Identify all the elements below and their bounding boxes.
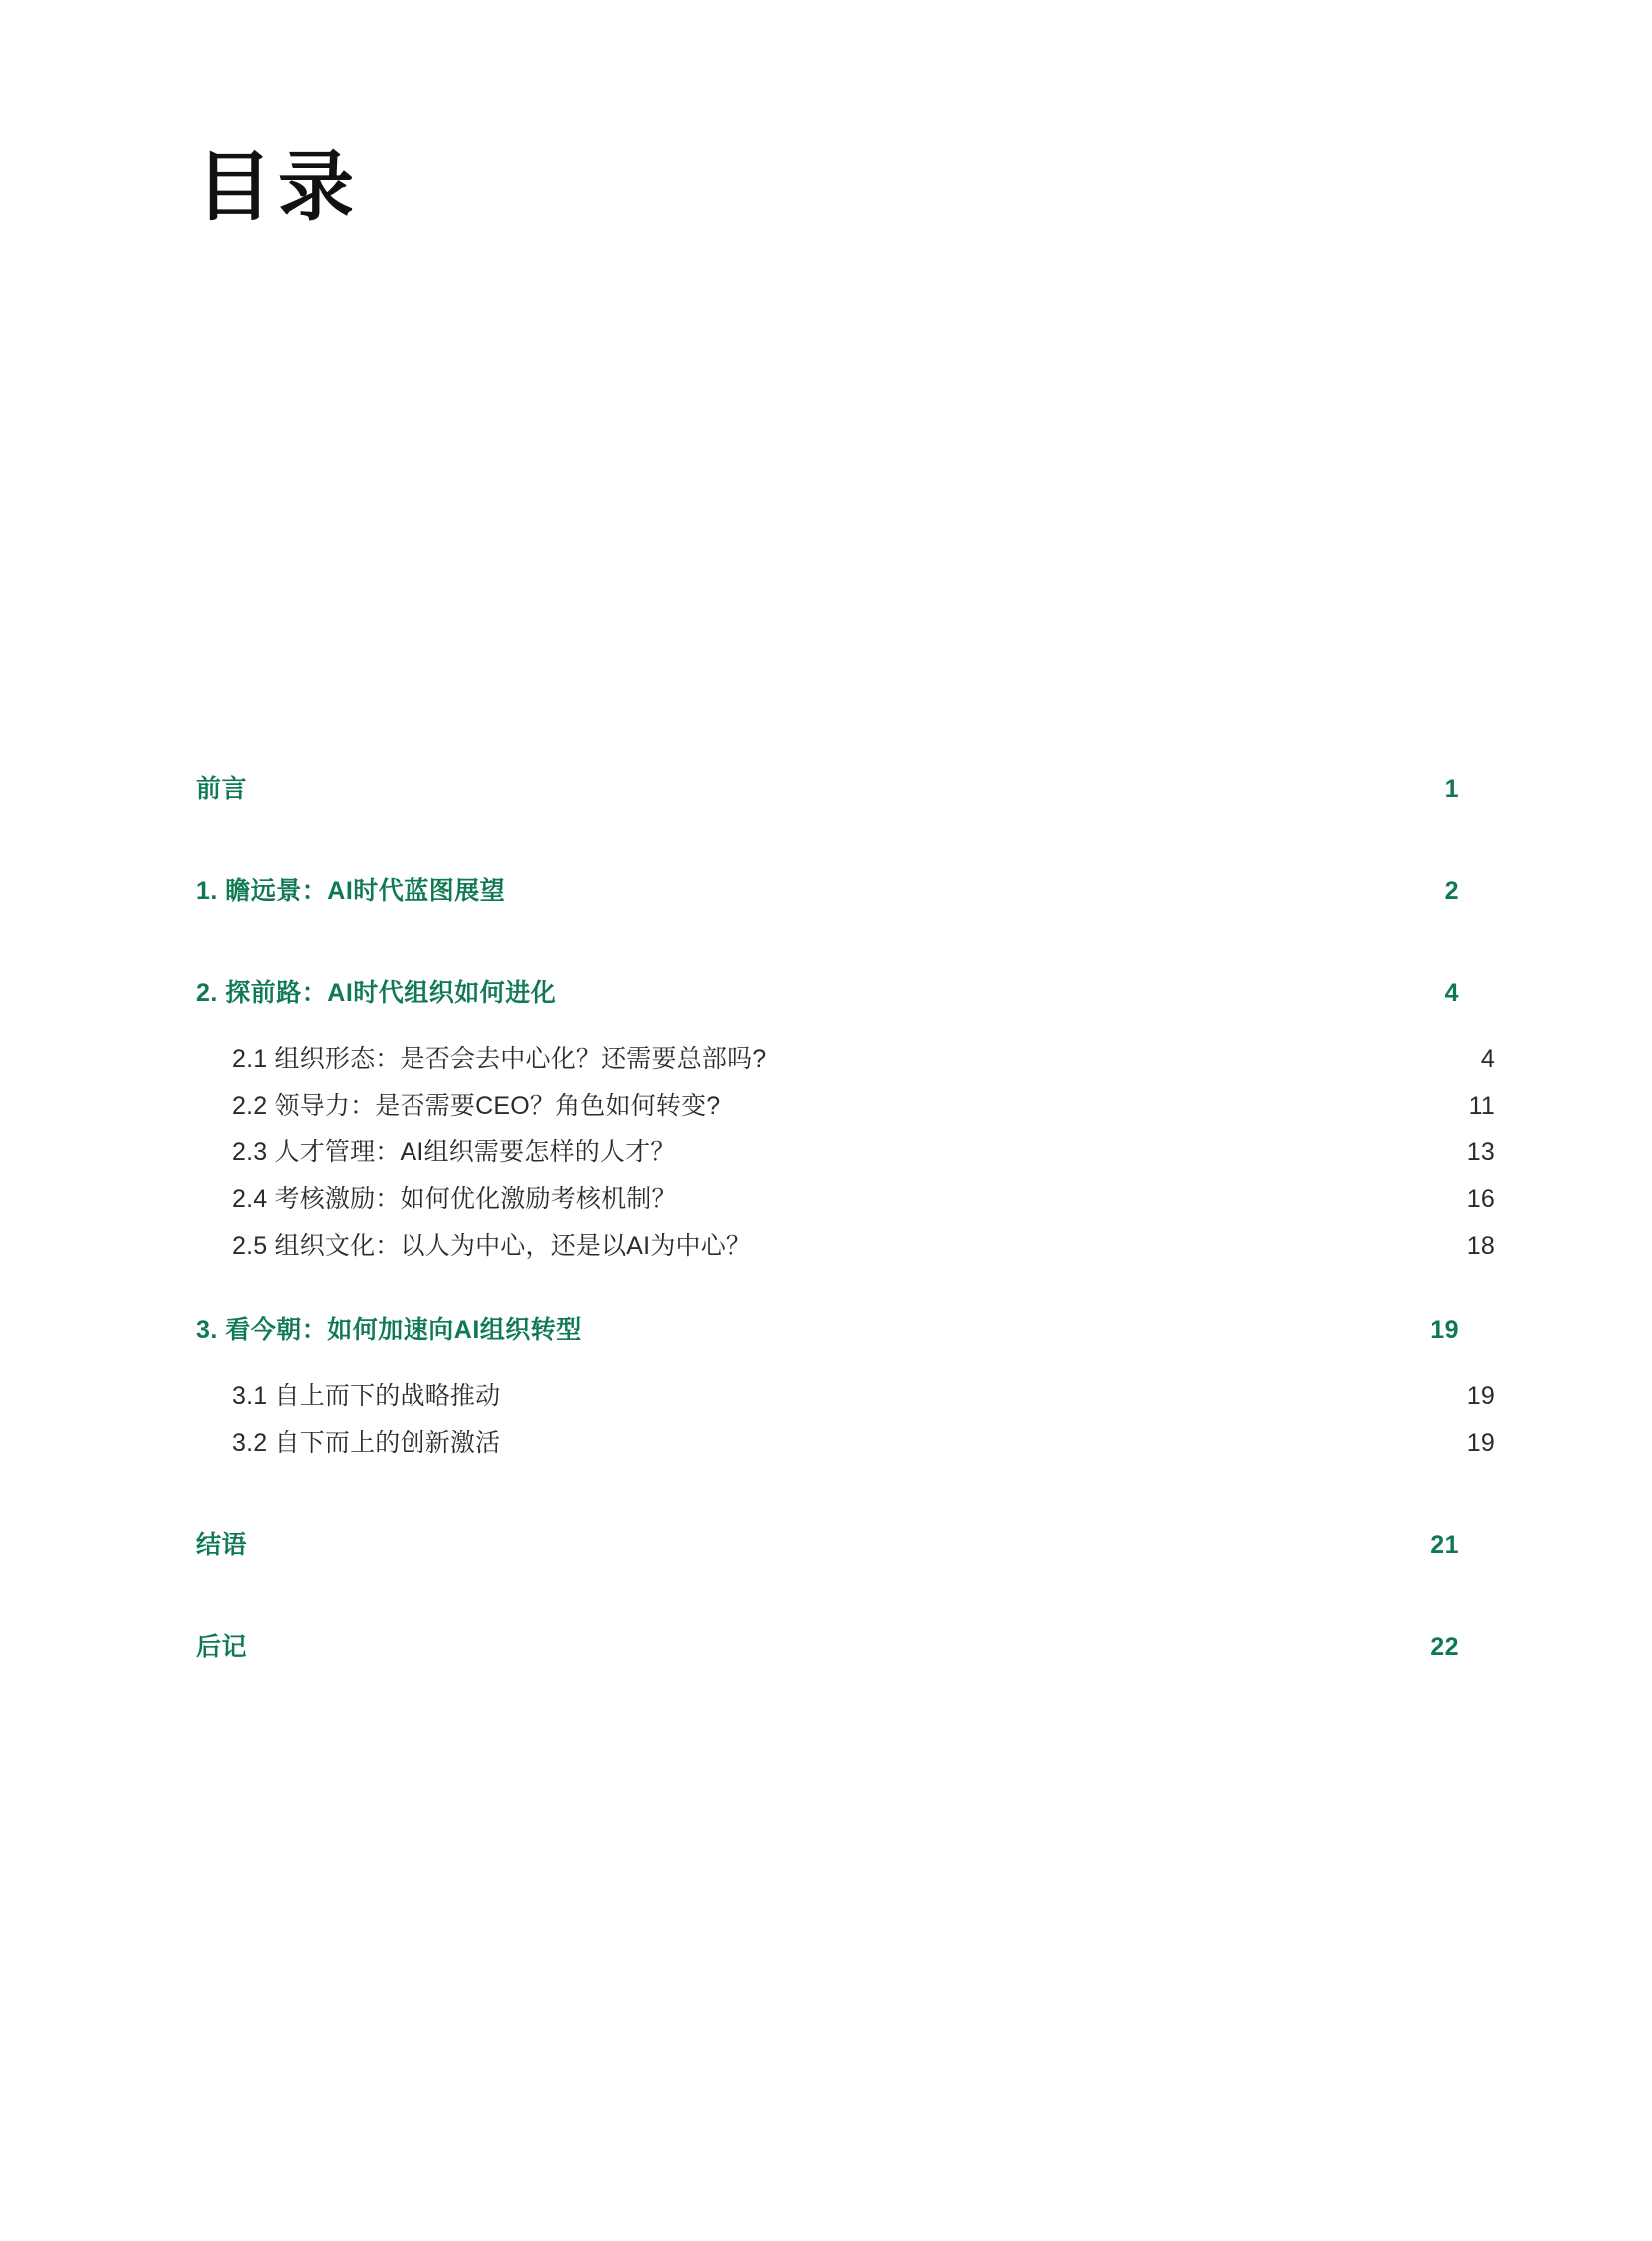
toc-entry-page: 13 (1466, 1138, 1495, 1166)
spacer (196, 1075, 1459, 1086)
spacer (196, 1215, 1459, 1226)
toc-entry-label: 3.2 自下而上的创新激活 (232, 1429, 501, 1457)
table-of-contents (196, 769, 1495, 1663)
toc-entry-section-2-1[interactable] (196, 1039, 1495, 1075)
toc-entry-label: 2. 探前路：AI时代组织如何进化 (196, 979, 557, 1007)
spacer (196, 1459, 1459, 1525)
toc-entry-section-3-2[interactable] (196, 1423, 1495, 1459)
toc-entry-preface[interactable] (196, 769, 1459, 805)
toc-entry-label: 1. 瞻远景：AI时代蓝图展望 (196, 877, 506, 905)
toc-entry-page: 19 (1466, 1382, 1495, 1410)
spacer (196, 1262, 1459, 1310)
toc-entry-label: 3. 看今朝：如何加速向AI组织转型 (196, 1316, 582, 1344)
toc-entry-page: 21 (1430, 1531, 1459, 1559)
toc-entry-label: 2.2 领导力：是否需要CEO？角色如何转变? (232, 1092, 721, 1120)
spacer (196, 1346, 1459, 1376)
toc-entry-label: 3.1 自上而下的战略推动 (232, 1382, 501, 1410)
toc-entry-chapter-2[interactable] (196, 973, 1459, 1009)
spacer (196, 1121, 1459, 1132)
spacer (196, 805, 1459, 871)
toc-entry-page: 1 (1444, 775, 1459, 803)
toc-entry-label: 2.4 考核激励：如何优化激励考核机制？ (232, 1185, 677, 1213)
toc-entry-section-2-2[interactable] (196, 1086, 1495, 1121)
toc-entry-section-3-1[interactable] (196, 1376, 1495, 1412)
spacer (196, 1412, 1459, 1423)
toc-entry-label: 结语 (196, 1531, 248, 1559)
toc-entry-label: 2.1 组织形态：是否会去中心化？还需要总部吗? (232, 1045, 767, 1073)
toc-entry-page: 19 (1466, 1429, 1495, 1457)
toc-entry-page: 2 (1444, 877, 1459, 905)
spacer (196, 1168, 1459, 1179)
toc-entry-label: 2.5 组织文化：以人为中心，还是以AI为中心？ (232, 1232, 752, 1260)
toc-entry-page: 11 (1468, 1092, 1495, 1120)
spacer (196, 1009, 1459, 1039)
toc-entry-page: 4 (1444, 979, 1459, 1007)
spacer (196, 1561, 1459, 1627)
toc-entry-page: 16 (1466, 1185, 1495, 1213)
toc-entry-page: 22 (1430, 1633, 1459, 1661)
toc-entry-section-2-4[interactable] (196, 1179, 1495, 1215)
toc-entry-chapter-1[interactable] (196, 871, 1459, 907)
toc-entry-label: 后记 (196, 1633, 248, 1661)
toc-entry-section-2-3[interactable] (196, 1132, 1495, 1168)
toc-entry-page: 4 (1480, 1045, 1495, 1073)
toc-entry-conclusion[interactable] (196, 1525, 1459, 1561)
toc-entry-label: 2.3 人才管理：AI组织需要怎样的人才？ (232, 1138, 676, 1166)
toc-entry-chapter-3[interactable] (196, 1310, 1459, 1346)
page-title: 目录 (196, 146, 360, 230)
spacer (196, 907, 1459, 973)
toc-entry-label: 前言 (196, 775, 248, 803)
toc-entry-section-2-5[interactable] (196, 1226, 1495, 1262)
toc-entry-page: 18 (1466, 1232, 1495, 1260)
toc-entry-page: 19 (1430, 1316, 1459, 1344)
toc-entry-afterword[interactable] (196, 1627, 1459, 1663)
